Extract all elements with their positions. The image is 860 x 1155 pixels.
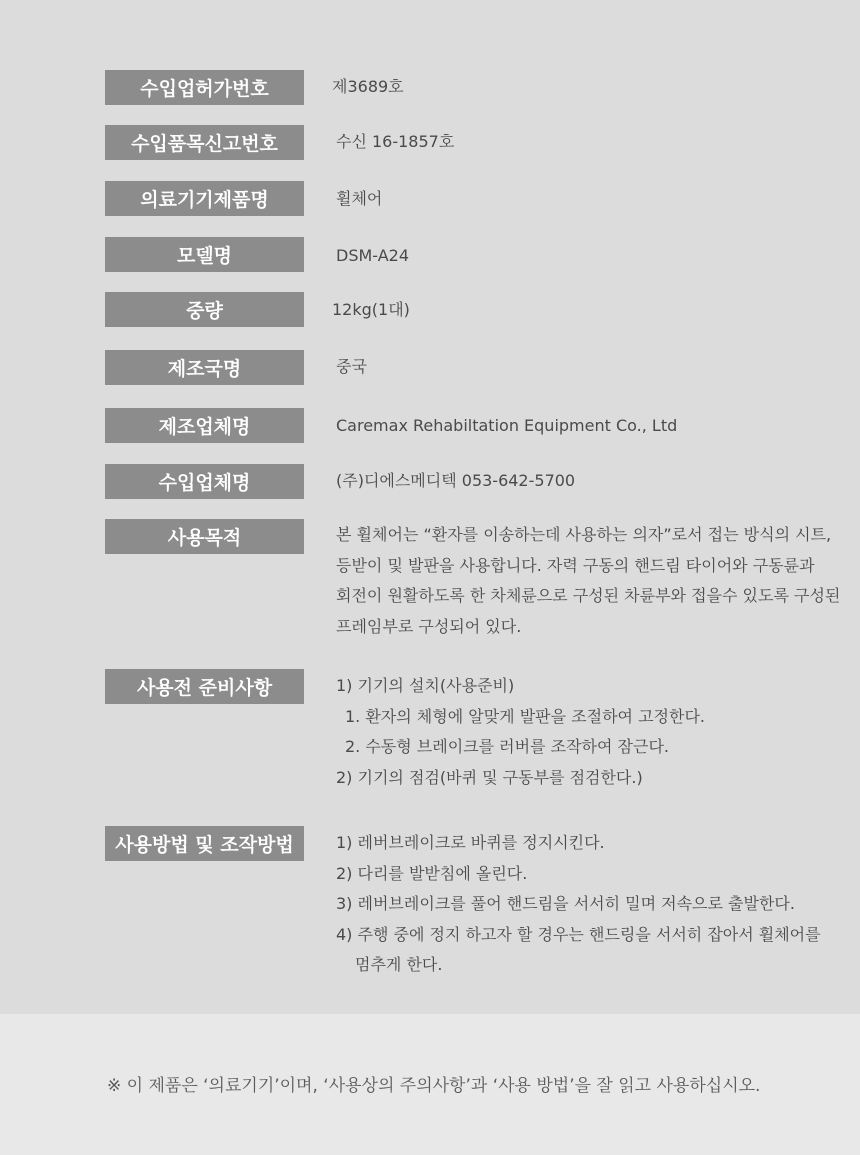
operation-line: 1) 레버브레이크로 바퀴를 정지시킨다.: [336, 833, 605, 852]
caution-note: ※ 이 제품은 ‘의료기기’이며, ‘사용상의 주의사항’과 ‘사용 방법’을 잘 읽고 사용하십시오.: [107, 1076, 761, 1096]
purpose-text: [336, 520, 840, 642]
label-manufacturer: 제조업체명: [105, 408, 304, 443]
label-country: 제조국명: [105, 350, 304, 385]
purpose-line: 등받이 및 발판을 사용합니다. 자력 구동의 핸드림 타이어와 구동륜과: [336, 555, 815, 575]
value-importer: (주)디에스메디텍 053-642-5700: [336, 471, 576, 490]
purpose-line: 본 휠체어는 “환자를 이송하는데 사용하는 의자”로서 접는 방식의 시트,: [336, 525, 832, 544]
value-weight: 12kg(1대): [332, 300, 410, 319]
preparation-text: [336, 671, 705, 793]
operation-line: 2) 다리를 발받침에 올린다.: [336, 863, 528, 883]
label-purpose: 사용목적: [105, 519, 304, 554]
operation-line: 멈추게 한다.: [355, 955, 443, 974]
label-importer: 수입업체명: [105, 464, 304, 499]
label-preparation: 사용전 준비사항: [105, 669, 304, 704]
label-weight: 중량: [105, 292, 304, 327]
footer-notice: [0, 1014, 860, 1155]
value-manufacturer: Caremax Rehabiltation Equipment Co., Ltd: [336, 416, 678, 435]
preparation-subline: 2. 수동형 브레이크를 러버를 조작하여 잠근다.: [345, 737, 669, 756]
value-import-license: 제3689호: [332, 77, 404, 96]
value-item-report: 수신 16-1857호: [336, 132, 455, 151]
operation-line: 4) 주행 중에 정지 하고자 할 경우는 핸드링을 서서히 잡아서 휠체어를: [336, 924, 821, 944]
operation-line: 3) 레버브레이크를 풀어 핸드림을 서서히 밀며 저속으로 출발한다.: [336, 894, 795, 913]
operation-text: [336, 828, 821, 981]
preparation-subline: 1. 환자의 체형에 알맞게 발판을 조절하여 고정한다.: [345, 706, 705, 726]
purpose-line: 프레임부로 구성되어 있다.: [336, 616, 522, 636]
preparation-line: 2) 기기의 점검(바퀴 및 구동부를 점검한다.): [336, 767, 643, 787]
value-product-name: 휠체어: [336, 189, 383, 208]
label-operation: 사용방법 및 조작방법: [105, 826, 304, 861]
label-model-name: 모델명: [105, 237, 304, 272]
label-import-license: 수입업허가번호: [105, 70, 304, 105]
value-model-name: DSM-A24: [336, 246, 410, 265]
label-item-report: 수입품목신고번호: [105, 125, 304, 160]
value-country: 중국: [336, 357, 367, 376]
purpose-line: 회전이 원활하도록 한 차체륜으로 구성된 차륜부와 접을수 있도록 구성된: [336, 586, 841, 605]
label-product-name: 의료기기제품명: [105, 181, 304, 216]
preparation-line: 1) 기기의 설치(사용준비): [336, 676, 515, 695]
